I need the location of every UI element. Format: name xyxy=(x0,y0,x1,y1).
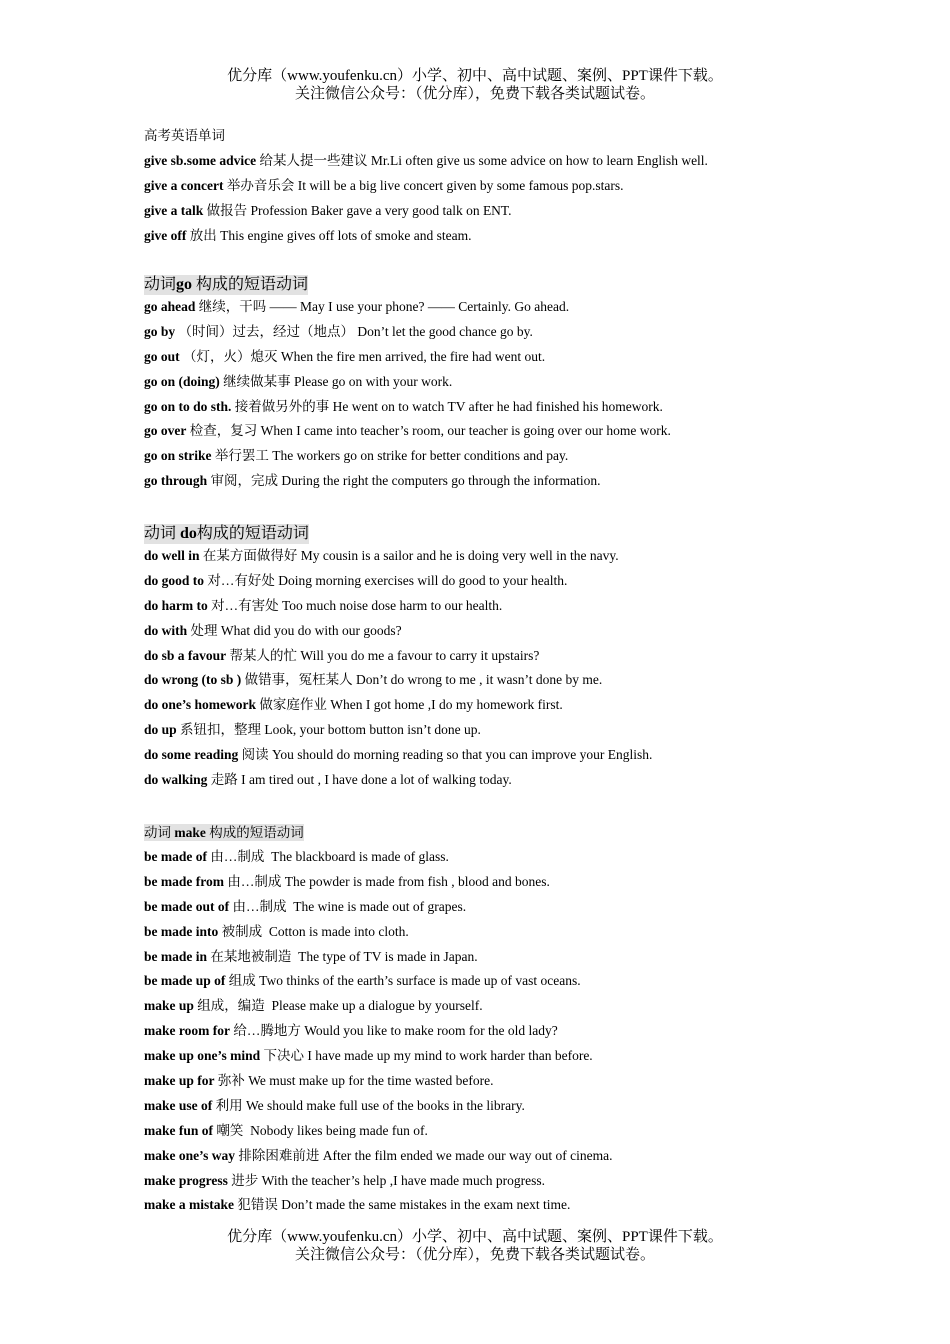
entry-example: —— May I use your phone? —— Certainly. Go ahead. xyxy=(269,299,570,314)
entry-meaning: 组成 xyxy=(228,973,256,989)
entry-phrase: do harm to xyxy=(144,597,208,613)
phrase-entry xyxy=(144,1172,924,1197)
phrase-entry xyxy=(144,1097,924,1122)
entry-meaning: 排除困难前进 xyxy=(238,1147,320,1163)
banner-line-1: 优分库（www.youfenku.cn）小学、初中、高中试题、案例、PPT课件下载。 xyxy=(227,1229,723,1245)
entry-phrase: make a mistake xyxy=(144,1197,234,1213)
section-heading-do xyxy=(144,524,309,544)
phrase-entry xyxy=(144,671,924,696)
entry-phrase: go out xyxy=(144,348,180,364)
entry-example: We must make up for the time wasted before. xyxy=(248,1073,494,1089)
entry-example: The wine is made out of grapes. xyxy=(289,898,467,914)
phrase-entry xyxy=(144,348,924,373)
entry-example: When I got home ,I do my homework first. xyxy=(330,697,563,713)
banner-line-1: 优分库（www.youfenku.cn）小学、初中、高中试题、案例、PPT课件下载。 xyxy=(227,68,723,84)
entry-meaning: 系钮扣，整理 xyxy=(180,722,262,738)
entry-meaning: （灯，火）熄灭 xyxy=(183,348,278,364)
entry-example: With the teacher’s help ,I have made much progress. xyxy=(261,1172,545,1188)
entry-example: Don’t made the same mistakes in the exam next time. xyxy=(281,1197,571,1213)
entry-meaning: 处理 xyxy=(190,622,218,638)
phrase-entry xyxy=(144,1047,924,1072)
entry-example: Would you like to make room for the old lady? xyxy=(304,1023,558,1039)
phrase-entry xyxy=(144,227,924,252)
phrase-entry xyxy=(144,447,924,472)
banner-line-2: 关注微信公众号：（优分库），免费下载各类试题试卷。 xyxy=(294,86,655,102)
phrase-entry xyxy=(144,202,924,227)
section-heading-make xyxy=(144,824,304,841)
entry-example: The type of TV is made in Japan. xyxy=(294,948,478,964)
entry-example: Don’t let the good chance go by. xyxy=(357,323,533,339)
entry-phrase: be made out of xyxy=(144,898,230,914)
banner-line-2: 关注微信公众号：（优分库），免费下载各类试题试卷。 xyxy=(294,1247,655,1263)
entry-phrase: go by xyxy=(144,323,176,339)
entry-example: This engine gives off lots of smoke and steam. xyxy=(220,227,472,243)
phrase-entry xyxy=(144,1022,924,1047)
entry-meaning: 给…腾地方 xyxy=(233,1023,301,1039)
entry-meaning: 在某地被制造 xyxy=(210,948,292,964)
entry-example: Profession Baker gave a very good talk on ENT. xyxy=(250,202,512,218)
heading-verb: go xyxy=(176,276,193,293)
entry-phrase: give a talk xyxy=(144,202,204,218)
footer-banner xyxy=(0,1228,950,1264)
entry-phrase: do with xyxy=(144,622,188,638)
section-go xyxy=(144,275,924,497)
entry-phrase: be made up of xyxy=(144,973,226,989)
phrase-entry xyxy=(144,323,924,348)
entry-example: Please make up a dialogue by yourself. xyxy=(268,998,483,1014)
entry-example: Look, your bottom button isn’t done up. xyxy=(264,722,481,738)
header-banner xyxy=(0,67,950,103)
entry-phrase: make use of xyxy=(144,1097,213,1113)
entry-meaning: 继续做某事 xyxy=(223,373,291,389)
phrase-entry xyxy=(144,647,924,672)
phrase-entry xyxy=(144,572,924,597)
entry-phrase: do some reading xyxy=(144,747,239,763)
entry-meaning: 由…制成 xyxy=(227,873,282,889)
entry-meaning: 由…制成 xyxy=(210,849,265,864)
entry-phrase: be made into xyxy=(144,923,219,939)
phrase-entry xyxy=(144,972,924,997)
entry-meaning: 弥补 xyxy=(217,1073,245,1089)
entry-meaning: 嘲笑 xyxy=(216,1122,244,1138)
entry-example: Too much noise dose harm to our health. xyxy=(282,597,503,613)
entry-phrase: do one’s homework xyxy=(144,697,257,713)
entry-example: He went on to watch TV after he had finished his homework. xyxy=(332,398,663,414)
phrase-entry xyxy=(144,1196,924,1221)
entry-phrase: do up xyxy=(144,722,177,738)
entry-example: After the film ended we made our way out of cinema. xyxy=(322,1147,613,1163)
entry-phrase: do walking xyxy=(144,772,208,788)
entry-example: You should do morning reading so that you can improve your English. xyxy=(272,747,653,763)
entry-phrase: make fun of xyxy=(144,1122,214,1138)
phrase-entry xyxy=(144,997,924,1022)
entry-example: During the right the computers go through the information. xyxy=(281,473,601,489)
entry-phrase: go on (doing) xyxy=(144,373,220,389)
phrase-entry xyxy=(144,746,924,771)
section-give xyxy=(144,152,924,252)
heading-verb: do xyxy=(180,525,197,542)
entry-example: Cotton is made into cloth. xyxy=(265,923,409,939)
entry-phrase: do wrong (to sb ) xyxy=(144,672,242,688)
entry-phrase: give a concert xyxy=(144,177,224,193)
phrase-entry xyxy=(144,177,924,202)
entry-meaning: 组成，编造 xyxy=(197,998,265,1014)
entry-meaning: 检查，复习 xyxy=(189,423,258,439)
entry-meaning: 被制成 xyxy=(221,923,263,939)
entry-example: It will be a big live concert given by some famous pop.stars. xyxy=(297,177,624,193)
phrase-entry xyxy=(144,422,924,447)
entry-phrase: go on to do sth. xyxy=(144,398,232,414)
entry-example: Nobody likes being made fun of. xyxy=(246,1122,428,1138)
entry-meaning: 走路 xyxy=(210,772,238,788)
entry-example: What did you do with our goods? xyxy=(220,622,402,638)
entry-example: The workers go on strike for better conditions and pay. xyxy=(272,448,569,464)
entry-example: Will you do me a favour to carry it upstairs? xyxy=(300,647,540,663)
entry-meaning: 对…有好处 xyxy=(207,572,275,588)
entry-meaning: （时间）过去，经过（地点） xyxy=(178,323,355,339)
entry-phrase: be made from xyxy=(144,873,224,889)
entry-example: When I came into teacher’s room, our teacher is going over our home work. xyxy=(260,423,671,439)
phrase-entry xyxy=(144,152,924,177)
entry-meaning: 审阅，完成 xyxy=(210,473,279,489)
phrase-entry xyxy=(144,298,924,323)
phrase-entry xyxy=(144,1072,924,1097)
entry-phrase: give sb.some advice xyxy=(144,153,257,168)
entry-meaning: 阅读 xyxy=(241,747,269,763)
entry-phrase: go ahead xyxy=(144,299,196,314)
phrase-entry xyxy=(144,547,924,572)
entry-meaning: 继续，干吗 xyxy=(198,299,267,314)
section-do xyxy=(144,524,924,796)
entry-meaning: 对…有害处 xyxy=(211,597,279,613)
entry-phrase: do sb a favour xyxy=(144,647,227,663)
entry-phrase: go over xyxy=(144,423,187,439)
phrase-entry xyxy=(144,948,924,973)
section-heading-go xyxy=(144,275,308,295)
heading-suffix: 构成的短语动词 xyxy=(196,525,309,542)
entry-phrase: be made of xyxy=(144,849,207,864)
entry-phrase: make up xyxy=(144,998,194,1014)
entry-meaning: 举办音乐会 xyxy=(226,177,295,193)
entry-phrase: make up for xyxy=(144,1073,215,1089)
entry-phrase: make one’s way xyxy=(144,1147,235,1163)
entry-example: The blackboard is made of glass. xyxy=(267,849,449,864)
entry-meaning: 下决心 xyxy=(263,1048,305,1064)
entry-phrase: give off xyxy=(144,227,187,243)
entry-example: I have made up my mind to work harder than before. xyxy=(307,1048,593,1064)
entry-example: I am tired out , I have done a lot of walking today. xyxy=(241,772,512,788)
phrase-entry xyxy=(144,721,924,746)
entry-example: When the fire men arrived, the fire had went out. xyxy=(280,348,546,364)
heading-suffix: 构成的短语动词 xyxy=(192,276,309,293)
entry-meaning: 犯错误 xyxy=(237,1197,278,1213)
phrase-entry xyxy=(144,1122,924,1147)
entry-phrase: go on strike xyxy=(144,448,212,464)
entry-example: We should make full use of the books in the library. xyxy=(246,1097,525,1113)
phrase-entry xyxy=(144,923,924,948)
entries-do xyxy=(144,547,924,796)
entry-phrase: make up one’s mind xyxy=(144,1048,261,1064)
section-make xyxy=(144,824,924,1221)
heading-verb: make xyxy=(174,825,206,840)
phrase-entry xyxy=(144,373,924,398)
entry-phrase: be made in xyxy=(144,948,208,964)
entry-example: Please go on with your work. xyxy=(294,373,453,389)
entry-phrase: make progress xyxy=(144,1172,228,1188)
document-title: 高考英语单词 xyxy=(144,128,225,143)
phrase-entry xyxy=(144,597,924,622)
entry-phrase: do well in xyxy=(144,548,200,563)
heading-prefix: 动词 xyxy=(144,825,175,840)
entry-meaning: 举行罢工 xyxy=(214,448,269,464)
entry-meaning: 接着做另外的事 xyxy=(234,398,330,414)
entries-give xyxy=(144,152,924,252)
entry-meaning: 做错事，冤枉某人 xyxy=(244,672,353,688)
entry-meaning: 放出 xyxy=(189,227,217,243)
heading-suffix: 构成的短语动词 xyxy=(205,825,304,840)
entry-meaning: 由…制成 xyxy=(232,898,287,914)
entry-example: Mr.Li often give us some advice on how to learn English well. xyxy=(370,153,708,168)
entry-example: Doing morning exercises will do good to your health. xyxy=(278,572,568,588)
entries-make xyxy=(144,848,924,1221)
entry-example: The powder is made from fish , blood and bones. xyxy=(284,873,550,889)
entry-example: My cousin is a sailor and he is doing very well in the navy. xyxy=(300,548,619,563)
entry-meaning: 做报告 xyxy=(206,202,248,218)
entry-meaning: 利用 xyxy=(215,1097,243,1113)
heading-prefix: 动词 xyxy=(144,525,181,542)
entry-meaning: 做家庭作业 xyxy=(259,697,327,713)
phrase-entry xyxy=(144,398,924,423)
phrase-entry xyxy=(144,898,924,923)
phrase-entry xyxy=(144,873,924,898)
entries-go xyxy=(144,298,924,497)
phrase-entry xyxy=(144,771,924,796)
entry-meaning: 帮某人的忙 xyxy=(229,647,298,663)
phrase-entry xyxy=(144,622,924,647)
entry-phrase: do good to xyxy=(144,572,205,588)
heading-prefix: 动词 xyxy=(144,276,177,293)
phrase-entry xyxy=(144,848,924,873)
entry-meaning: 给某人提一些建议 xyxy=(259,153,368,168)
entry-phrase: make room for xyxy=(144,1023,230,1039)
phrase-entry xyxy=(144,696,924,721)
entry-phrase: go through xyxy=(144,473,208,489)
phrase-entry xyxy=(144,1147,924,1172)
entry-example: Don’t do wrong to me , it wasn’t done by me. xyxy=(356,672,603,688)
entry-example: Two thinks of the earth’s surface is made up of vast oceans. xyxy=(259,973,581,989)
phrase-entry xyxy=(144,472,924,497)
entry-meaning: 进步 xyxy=(231,1172,259,1188)
entry-meaning: 在某方面做得好 xyxy=(202,548,298,563)
